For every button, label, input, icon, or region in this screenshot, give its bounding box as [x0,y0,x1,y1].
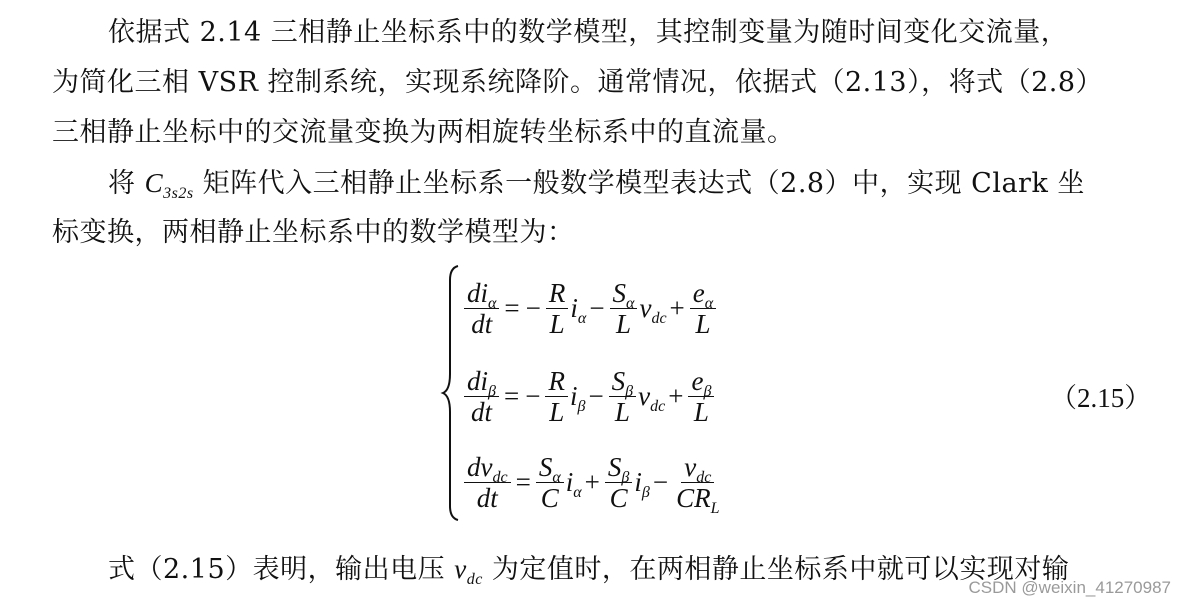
frac-r-over-l-2: $\frac{R}{L}$ [545,366,568,427]
paragraph-1-line-2: 为简化三相 VSR 控制系统，实现系统降阶。通常情况，依据式（2.13），将式（2.8） [52,67,1104,98]
frac-sbeta-over-l: $\frac{S_\beta}{L}$ [609,366,636,427]
frac-salpha-over-c: $\frac{S_\alpha}{C}$ [536,452,564,513]
paragraph-1-line-1: 依据式 2.14 三相静止坐标系中的数学模型，其控制变量为随时间变化交流量， [108,17,1069,48]
equation-number: （2.15） [1050,383,1152,413]
frac-dibeta-dt: $\frac{di_\beta}{dt}$ [464,366,499,427]
voltage-subscript: dc [466,571,483,588]
csdn-watermark: CSDN @weixin_41270987 [968,578,1171,597]
paragraph-2-prefix: 将 [108,168,145,199]
matrix-symbol: C [144,168,164,198]
frac-dvdc-dt: $\frac{dv_{dc}}{dt}$ [464,452,511,513]
paragraph-2-suffix: 矩阵代入三相静止坐标系一般数学模型表达式（2.8）中，实现 Clark 坐 [193,168,1085,199]
equation-row-dc: $\frac{dv_{dc}}{dt}$ = $\frac{S_\alpha}{C}$ $i_\alpha$ + $\frac{S_\beta}{C}$ $i_\beta$ − $\frac{v_{dc}}{CR_L}$ [462,442,725,522]
paragraph-3-suffix: 为定值时，在两相静止坐标系中就可以实现对输 [482,554,1070,585]
frac-salpha-over-l: $\frac{S_\alpha}{L}$ [610,278,638,339]
frac-ebeta-over-l: $\frac{e_\beta}{L}$ [688,366,714,427]
voltage-symbol: v [454,554,467,584]
matrix-subscript: 3s2s [163,185,194,202]
frac-r-over-l: $\frac{R}{L}$ [546,278,569,339]
frac-dialpha-dt: $\frac{di_\alpha}{dt}$ [464,278,499,339]
paragraph-2-line-1 [108,166,1085,201]
paragraph-3-line-1 [108,552,1069,587]
paragraph-2-line-2: 标变换，两相静止坐标系中的数学模型为： [52,217,575,248]
left-brace [440,262,462,524]
paragraph-1-line-3: 三相静止坐标中的交流量变换为两相旋转坐标系中的直流量。 [52,117,795,148]
equation-system [440,262,840,524]
equation-row-alpha: $\frac{di_\alpha}{dt}$ = − $\frac{R}{L}$ $i_\alpha$ − $\frac{S_\alpha}{L}$ $v_{dc}$ + $\frac{e_\alpha}{L}$ [462,268,718,348]
paragraph-3-prefix: 式（2.15）表明，输出电压 [108,554,455,585]
frac-ealpha-over-l: $\frac{e_\alpha}{L}$ [690,278,716,339]
frac-vdc-over-crl: $\frac{v_{dc}}{CR_L}$ [676,451,720,517]
equation-row-beta: $\frac{di_\beta}{dt}$ = − $\frac{R}{L}$ $i_\beta$ − $\frac{S_\beta}{L}$ $v_{dc}$ + $\frac{e_\beta}{L}$ [462,356,716,436]
frac-sbeta-over-c: $\frac{S_\beta}{C}$ [605,452,632,513]
